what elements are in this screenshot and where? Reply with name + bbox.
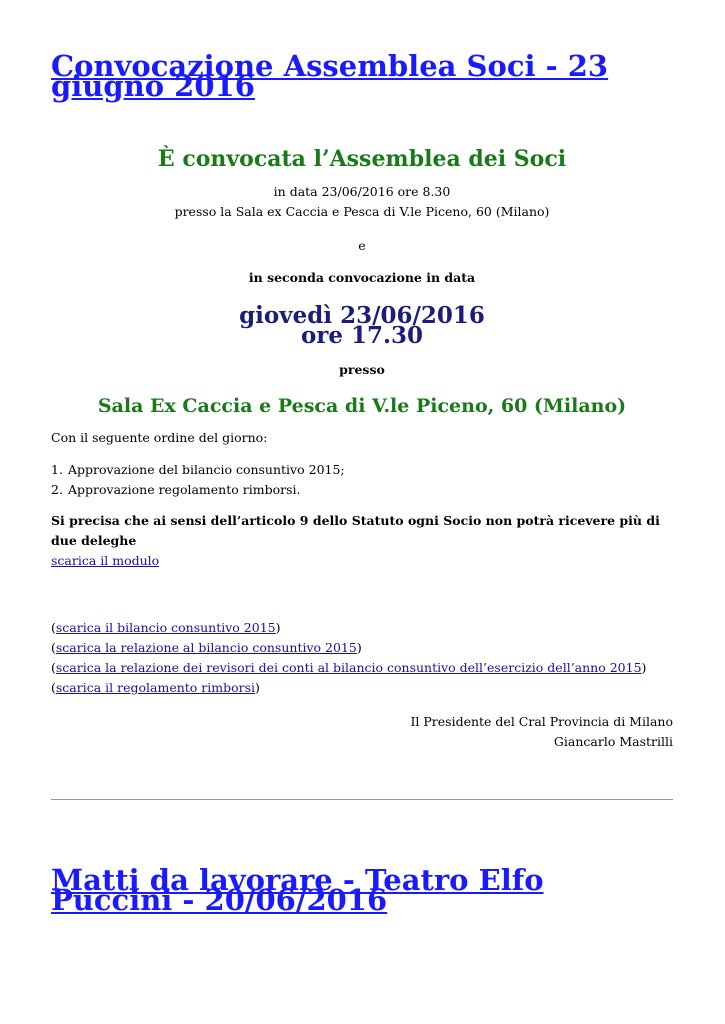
agenda-list [51,460,345,500]
document-item: (scarica la relazione al bilancio consuntivo 2015) [51,640,362,655]
download-form-link[interactable]: scarica il modulo [51,553,160,568]
document-item: (scarica il regolamento rimborsi) [51,680,260,695]
first-call-date: in data 23/06/2016 ore 8.30 [273,184,451,199]
delegation-note: Si precisa che ai sensi dell’articolo 9 dello Statuto ogni Socio non potrà ricevere più di due deleghe [51,513,660,548]
documents-list [51,618,646,698]
list-item [51,480,345,500]
list-item [51,460,345,480]
agenda-intro: Con il seguente ordine del giorno: [51,430,268,445]
conjunction: e [358,238,366,253]
list-item-number: 1. [51,462,63,477]
signature-role: Il Presidente del Cral Provincia di Milano [410,714,673,729]
download-reimbursement-rules-link[interactable]: scarica il regolamento rimborsi [55,680,256,695]
second-call-time: ore 17.30 [300,322,424,349]
post-title [51,863,673,917]
list-item-number: 2. [51,482,63,497]
list-item-text: Approvazione del bilancio consuntivo 2015; [68,462,345,477]
download-auditors-report-link[interactable]: scarica la relazione dei revisori dei conti al bilancio consuntivo dell’esercizio dell’anno 2015 [55,660,642,675]
post-title-link[interactable]: Convocazione Assemblea Soci - 23 giugno 2016 [51,49,609,103]
document-item: (scarica la relazione dei revisori dei conti al bilancio consuntivo dell’esercizio dell’anno 2015) [51,660,647,675]
second-call-datetime [51,302,673,349]
signature [410,712,673,752]
signature-name: Giancarlo Mastrilli [553,734,673,749]
presso-label: presso [339,362,385,377]
document-item: (scarica il bilancio consuntivo 2015) [51,620,281,635]
second-call-intro: in seconda convocazione in data [248,270,476,285]
post-title [51,49,673,103]
download-budget-report-link[interactable]: scarica la relazione al bilancio consuntivo 2015 [55,640,357,655]
post-divider [51,799,673,800]
assembly-heading: È convocata l’Assemblea dei Soci [157,146,567,172]
first-call-location: presso la Sala ex Caccia e Pesca di V.le Piceno, 60 (Milano) [174,204,550,219]
venue-heading: Sala Ex Caccia e Pesca di V.le Piceno, 60 (Milano) [97,395,627,417]
second-call-date: giovedì 23/06/2016 [239,302,485,329]
list-item-text: Approvazione regolamento rimborsi. [68,482,301,497]
post-title-link[interactable]: Matti da lavorare - Teatro Elfo Puccini - 20/06/2016 [51,863,544,917]
modulo-line [51,551,673,571]
download-budget-link[interactable]: scarica il bilancio consuntivo 2015 [55,620,276,635]
